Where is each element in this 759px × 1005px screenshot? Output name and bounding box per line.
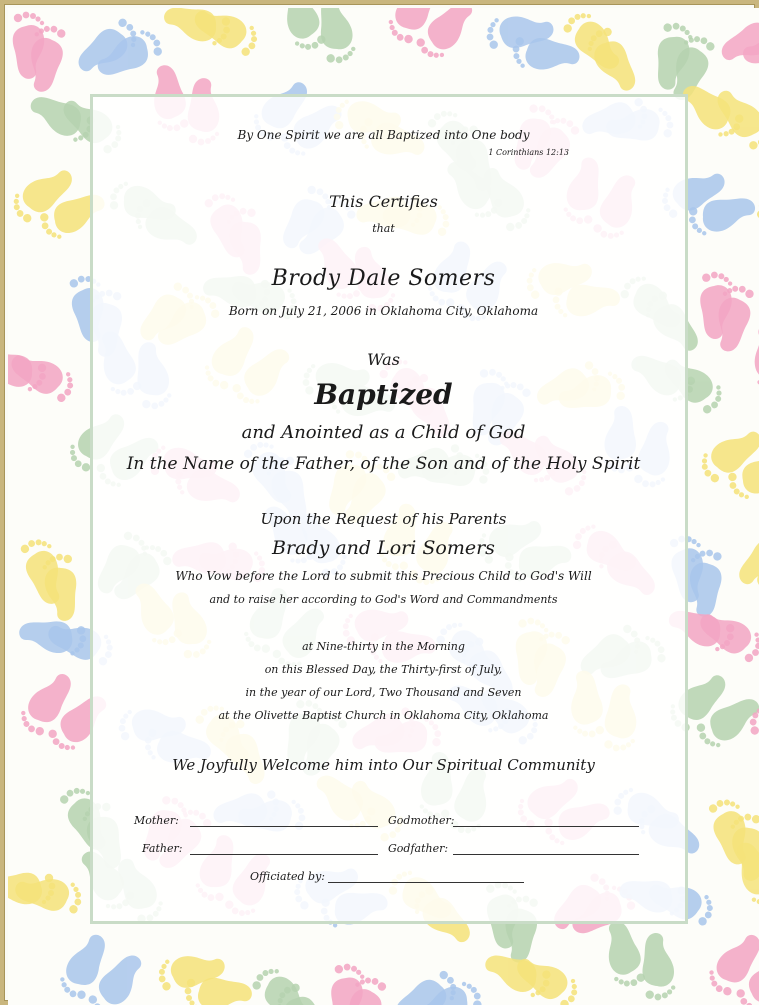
footprint <box>600 917 648 990</box>
certifies-heading: This Certifies <box>329 192 438 211</box>
footprint <box>275 8 329 55</box>
footprint <box>511 36 581 73</box>
trinity-text: In the Name of the Father, of the Son and of the Holy Spirit <box>126 454 641 474</box>
father-label: Father: <box>142 842 183 855</box>
birth-info: Born on July 21, 2006 in Oklahoma City, Oklahoma <box>228 304 539 318</box>
godfather-label: Godfather: <box>388 842 449 855</box>
ceremony-year: in the year of our Lord, Two Thousand and Seven <box>245 686 522 699</box>
godmother-signature-line[interactable] <box>453 826 639 827</box>
that-text: that <box>372 222 395 235</box>
was-text: Was <box>367 350 400 369</box>
ceremony-date: on this Blessed Day, the Thirty-first of July, <box>264 663 503 676</box>
ceremony-time: at Nine-thirty in the Morning <box>302 640 465 653</box>
scripture-reference: 1 Corinthians 12:13 <box>488 148 569 157</box>
request-text: Upon the Request of his Parents <box>260 510 507 528</box>
scripture-verse: By One Spirit we are all Baptized into One body <box>237 128 530 142</box>
footprint <box>185 978 252 1005</box>
officiated-label: Officiated by: <box>250 870 325 883</box>
ceremony-location: at the Olivette Baptist Church in Oklahoma City, Oklahoma <box>218 709 549 722</box>
anointed-text: and Anointed as a Child of God <box>241 422 526 443</box>
father-signature-line[interactable] <box>190 854 378 855</box>
officiant-signature-line[interactable] <box>328 882 524 883</box>
godfather-signature-line[interactable] <box>453 854 639 855</box>
mother-label: Mother: <box>134 814 179 827</box>
footprint <box>639 932 676 1002</box>
certificate-paper <box>8 8 759 1005</box>
child-name: Brody Dale Somers <box>271 266 496 291</box>
footprint <box>41 552 82 623</box>
godmother-label: Godmother: <box>388 814 455 827</box>
parents-names: Brady and Lori Somers <box>272 537 495 559</box>
vow-line-1: Who Vow before the Lord to submit this Precious Child to God's Will <box>175 569 592 583</box>
baptized-title: Baptized <box>314 378 453 411</box>
certificate-panel <box>90 94 688 924</box>
vow-line-2: and to raise her according to God's Word and Commandments <box>209 593 558 606</box>
welcome-text: We Joyfully Welcome him into Our Spiritual Community <box>172 756 595 774</box>
mother-signature-line[interactable] <box>190 826 378 827</box>
